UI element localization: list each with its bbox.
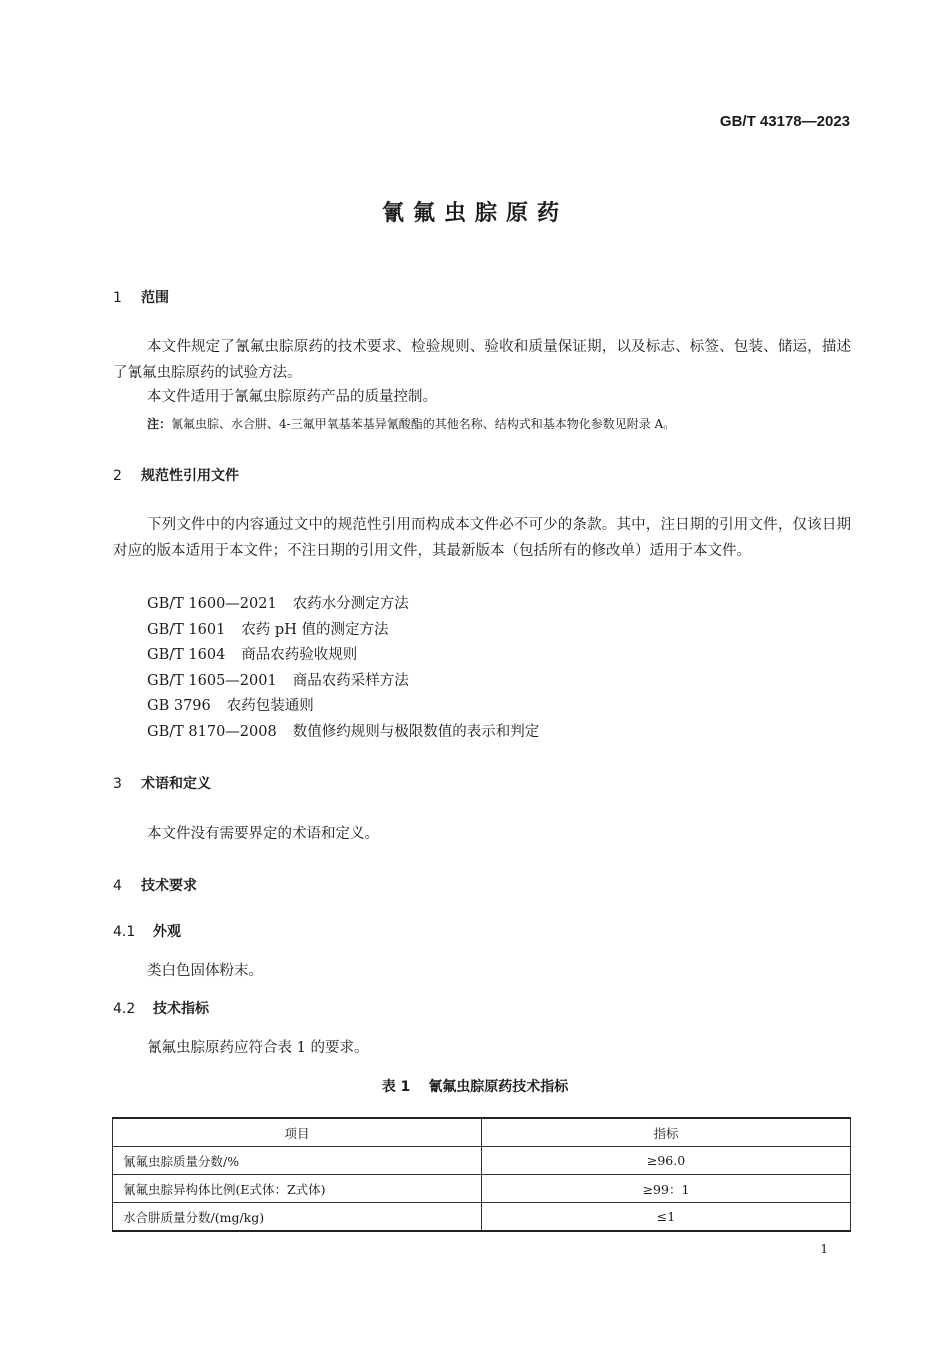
- section-title: 术语和定义: [141, 776, 211, 792]
- section-number: 2: [113, 468, 122, 484]
- section-3-heading: [113, 773, 211, 793]
- section-2-paragraph-1: 下列文件中的内容通过文中的规范性引用而构成本文件必不可少的条款。其中，注日期的引用文件，仅该日期对应的版本适用于本文件；不注日期的引用文件，其最新版本（包括所有的修改单）适用于本文件。: [113, 517, 851, 559]
- section-4-2-paragraph: 氰氟虫腙原药应符合表 1 的要求。: [147, 1040, 369, 1056]
- section-4-1-heading: [113, 921, 181, 941]
- note-text: 氰氟虫腙、水合肼、4-三氟甲氧基苯基异氰酸酯的其他名称、结构式和基本物化参数见附录 A。: [171, 417, 676, 431]
- reference-item: [147, 694, 314, 715]
- reference-code: GB/T 1604: [147, 647, 226, 663]
- reference-code: GB/T 1600—2021: [147, 596, 277, 612]
- section-1-note: [147, 415, 675, 432]
- section-4-2-heading: [113, 998, 209, 1018]
- section-1-paragraph-2: 本文件适用于氰氟虫腙原药产品的质量控制。: [147, 389, 437, 405]
- reference-title: 农药水分测定方法: [292, 596, 409, 612]
- reference-title: 农药 pH 值的测定方法: [241, 622, 389, 638]
- table-label: 表 1: [381, 1079, 411, 1095]
- section-number: 4.1: [113, 924, 136, 940]
- section-1-heading: [113, 287, 169, 307]
- section-4-1-paragraph: 类白色固体粉末。: [147, 963, 263, 979]
- table-cell-item: 水合肼质量分数/(mg/kg): [113, 1203, 482, 1232]
- table-header-value: 指标: [482, 1118, 851, 1147]
- spec-table: [112, 1117, 851, 1232]
- reference-title: 商品农药采样方法: [292, 673, 409, 689]
- table-header-row: [113, 1118, 851, 1147]
- table-row: [113, 1203, 851, 1232]
- section-4-heading: [113, 875, 197, 895]
- reference-code: GB 3796: [147, 698, 211, 714]
- reference-item: [147, 592, 409, 613]
- section-title: 外观: [153, 924, 181, 940]
- reference-title: 商品农药验收规则: [241, 647, 358, 663]
- table-row: [113, 1175, 851, 1203]
- reference-item: [147, 643, 357, 664]
- reference-title: 农药包装通则: [226, 698, 314, 714]
- section-title: 技术要求: [141, 878, 197, 894]
- reference-title: 数值修约规则与极限数值的表示和判定: [292, 724, 540, 740]
- note-label: 注：: [147, 417, 172, 431]
- reference-code: GB/T 1601: [147, 622, 226, 638]
- section-number: 4.2: [113, 1001, 136, 1017]
- reference-code: GB/T 1605—2001: [147, 673, 277, 689]
- table-header-item: 项目: [113, 1118, 482, 1147]
- table-cell-item: 氰氟虫腙质量分数/%: [113, 1147, 482, 1175]
- section-title: 范围: [141, 290, 169, 306]
- section-3-paragraph-1: 本文件没有需要界定的术语和定义。: [147, 826, 379, 842]
- reference-item: [147, 669, 409, 690]
- standard-code: GB/T 43178—2023: [719, 113, 850, 130]
- page-number: 1: [820, 1242, 828, 1256]
- section-title: 规范性引用文件: [141, 468, 239, 484]
- section-number: 4: [113, 878, 122, 894]
- section-2-heading: [113, 465, 239, 485]
- reference-item: [147, 618, 388, 639]
- section-number: 3: [113, 776, 122, 792]
- section-1-paragraph-1: 本文件规定了氰氟虫腙原药的技术要求、检验规则、验收和质量保证期，以及标志、标签、包装、储运，描述了氰氟虫腙原药的试验方法。: [113, 339, 851, 381]
- document-title: 氰氟虫腙原药: [381, 201, 568, 226]
- table-caption: [0, 1076, 950, 1096]
- table-cell-value: ≥96.0: [482, 1147, 851, 1175]
- reference-code: GB/T 8170—2008: [147, 724, 277, 740]
- section-title: 技术指标: [153, 1001, 209, 1017]
- table-row: [113, 1147, 851, 1175]
- table-cell-value: ≥99：1: [482, 1175, 851, 1203]
- table-caption-text: 氰氟虫腙原药技术指标: [428, 1079, 569, 1095]
- table-cell-value: ≤1: [482, 1203, 851, 1232]
- section-number: 1: [113, 290, 122, 306]
- reference-item: [147, 720, 539, 741]
- table-cell-item: 氰氟虫腙异构体比例(E式体：Z式体): [113, 1175, 482, 1203]
